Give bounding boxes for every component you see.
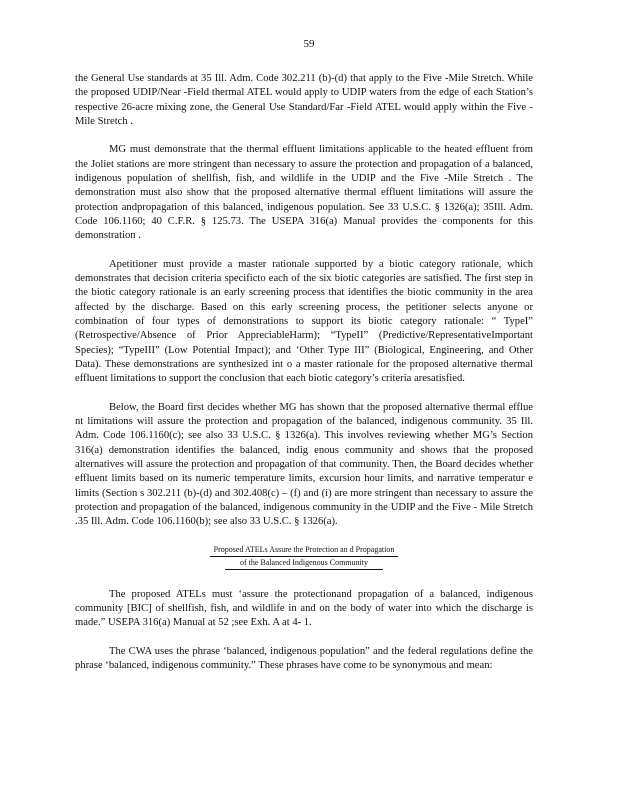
paragraph-continuation: the General Use standards at 35 Ill. Adm. Code 302.211 (b)-(d) that apply to the Five -Mile Stretch. While the proposed UDIP/Near -Field thermal ATEL would apply to UDIP waters from the edge of each Station’s respective 26-acre mixing zone, the General Use Standard/Far -Field ATEL would apply within the Five -Mile Stretch .: [75, 73, 533, 127]
paragraph-board-decision: Below, the Board first decides whether MG has shown that the proposed alternative thermal efflue nt limitations will assure the protection and propagation of the balanced, indigenous community. 35 Ill. Adm. Code 106.1160(c); see also 33 U.S.C. § 1326(a). This involves reviewing whether MG’s Section 316(a) demonstration identifies the balanced, indig enous community and shows that the proposed alternatives will assure the protection and propagation of that community. Then, the Board decides whether effluent limits based on its numeric temperature limits, excursion hour limits, and narrative temperatur e limits (Section s 302.211 (b)-(d) and 302.408(c) – (f) and (i) are more stringent than necessary to assure the protection and propagation of the balanced, indigenous community in the UDIP and the Five - Mile Stretch .35 Ill. Adm. Code 106.1160(b); see also 33 U.S.C. § 1326(a).: [75, 401, 533, 528]
paragraph-demonstration: MG must demonstrate that the thermal effluent limitations applicable to the heated effluent from the Joliet stations are more stringent than necessary to assure the protection and propagation of a balanced, indigenous population of shellfish, fish, and wildlife in the UDIP and the Five -Mile Stretch . The demonstration must also show that the proposed alternative thermal effluent limitations will assure the protection andpropagation of this balanced, indigenous population. See 33 U.S.C. § 1326(a); 35Ill. Adm. Code 106.1160; 40 C.F.R. § 125.73. The USEPA 316(a) Manual provides the components for this demonstration .: [75, 144, 533, 242]
paragraph-cwa-phrase: The CWA uses the phrase ‘balanced, indigenous population” and the federal regulations define the phrase ‘balanced, indigenous community.” These phrases have come to be synonymous and mean:: [75, 645, 533, 672]
page-number: 59: [303, 38, 315, 50]
page-body: [75, 72, 533, 688]
heading-line-2: of the Balanced Indigenous Community: [225, 557, 383, 570]
paragraph-proposed-atels: The proposed ATELs must ‘assure the protectionand propagation of a balanced, indigenous community [BIC] of shellfish, fish, and wildlife in and on the body of water into which the discharge is made.” USEPA 316(a) Manual at 52 ;see Exh. A at 4- 1.: [75, 588, 533, 629]
heading-line-1: Proposed ATELs Assure the Protection an d Propagation: [210, 544, 399, 557]
paragraph-master-rationale: Apetitioner must provide a master rationale supported by a biotic category rationale, which demonstrates that decision criteria specificto each of the six biotic categories are satisfied. The first step in the biotic category rationale is an early screening process that identifies the biotic community in the area affected by the discharge. Based on this early screening process, the petitioner selects anyone or combination of four types of demonstrations to support its biotic category rationale: “ TypeI” (Retrospective/Absence of Prior AppreciableHarm); “TypeII” (Predictive/RepresentativeImportant Species); “TypeIII” (Low Potential Impact); and ‘Other Type III” (Biological, Engineering, and Other Data). These demonstrations are synthesized int o a master rationale for the proposed alternative thermal effluent limitations to support the conclusion that each biotic category’s criteria aresatisfied.: [75, 258, 533, 385]
section-heading: [75, 544, 533, 570]
